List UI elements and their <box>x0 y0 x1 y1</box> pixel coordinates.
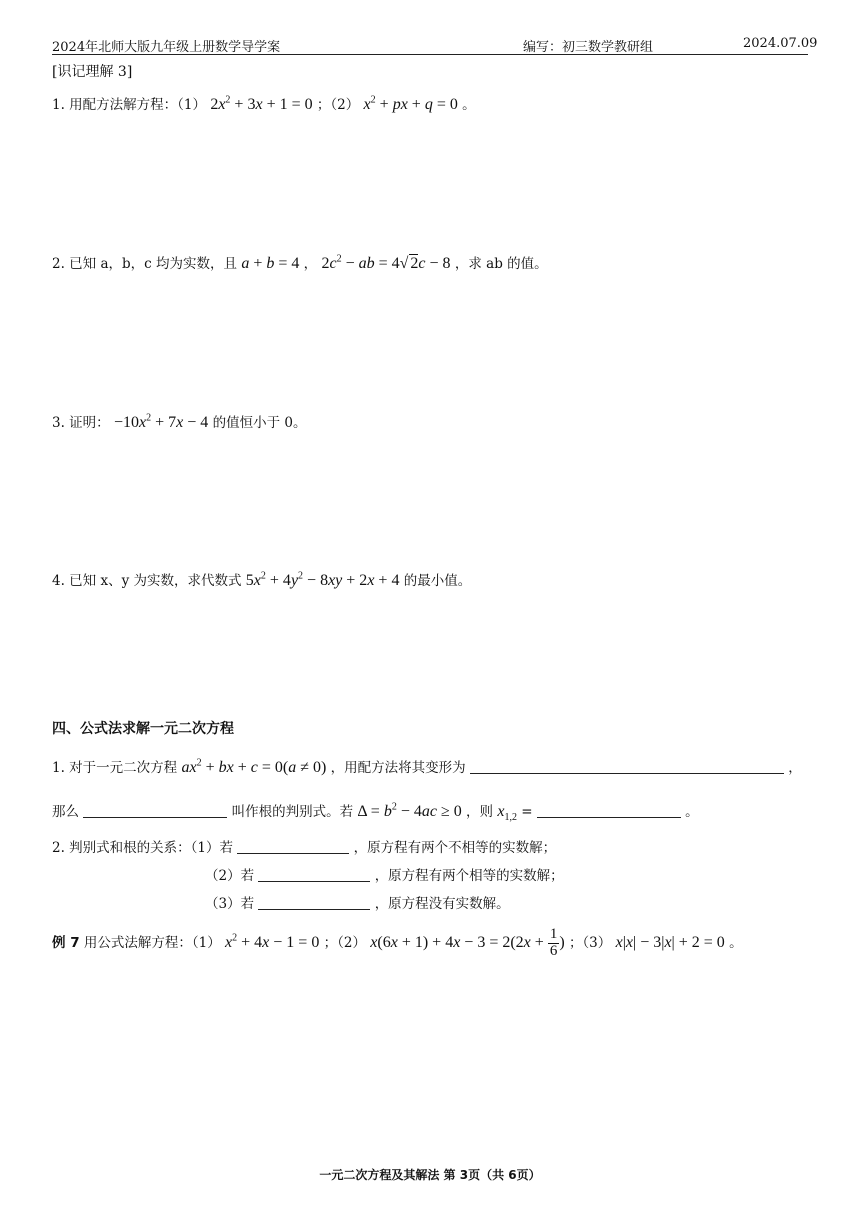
s4-question-1 <box>52 756 802 777</box>
answer-blank-roots[interactable] <box>537 803 681 818</box>
problem-1-mid: ；（2） <box>316 97 360 113</box>
equation-3: $-10x^2 + 7x - 4$ <box>113 412 209 431</box>
roots-symbol: $x_{1,2}$ <box>497 803 517 824</box>
s4-q2-3-end: ，原方程没有实数解。 <box>374 896 510 912</box>
header-middle: 编写：初三数学教研组 <box>523 40 654 55</box>
s4-q1b-prefix: 那么 <box>52 804 79 820</box>
s4-q2-1-end: ，原方程有两个不相等的实数解； <box>353 840 557 856</box>
problem-2-prefix: 2. 已知 a，b，c 均为实数，且 <box>52 256 238 272</box>
problem-3-end: 的值恒小于 0。 <box>212 415 307 431</box>
s4-q2-prefix: 2. 判别式和根的关系：（1）若 <box>52 840 234 856</box>
equation-7-1: $x^2 + 4x - 1 = 0$ <box>225 932 320 951</box>
problem-4-prefix: 4. 已知 x、y 为实数，求代数式 <box>52 573 242 589</box>
s4-q1-prefix: 1. 对于一元二次方程 <box>52 760 178 776</box>
s4-q1b-eq: = <box>521 804 533 820</box>
header-rule <box>52 54 808 55</box>
example-7-mid2: ；（3） <box>568 934 612 951</box>
answer-blank-case-2[interactable] <box>258 867 370 882</box>
problem-1 <box>52 93 476 114</box>
example-7 <box>52 927 743 960</box>
fraction-one-sixth: $\frac{1}{6}$ <box>549 926 558 959</box>
equation-7-2: x(6x + 1) + 4x − 3 = 2(2x + $\frac{1}{6}$ ) <box>370 926 565 959</box>
problem-4 <box>52 569 471 590</box>
example-7-mid1: ；（2） <box>323 934 366 951</box>
example-7-label: 例 7 <box>52 934 80 951</box>
answer-blank-discriminant[interactable] <box>83 803 227 818</box>
example-7-prefix: 用公式法解方程：（1） <box>83 934 221 951</box>
problem-2-mid: ， <box>303 256 318 272</box>
problem-1-prefix: 1. 用配方法解方程：（1） <box>52 97 207 113</box>
section-4-title: 四、公式法求解一元二次方程 <box>52 721 234 737</box>
s4-q1b-mid2: ，则 <box>466 804 494 820</box>
s4-q1b-end: 。 <box>685 804 699 820</box>
equation-discriminant: $\Delta = b^2 - 4ac \ge 0$ <box>357 801 462 820</box>
equation-7-3: x|x| − 3|x| + 2 = 0 <box>615 933 725 951</box>
equation-general: $ax^2$ + bx + c = 0(a ≠ 0) <box>181 757 327 776</box>
example-7-end: 。 <box>729 934 743 951</box>
answer-blank-completing-square[interactable] <box>470 759 784 774</box>
s4-q2-3-prefix: （3）若 <box>205 896 255 912</box>
s4-question-1b <box>52 800 699 823</box>
equation-4: $5x^2 + 4y^2 - 8xy + 2x + 4$ <box>245 570 400 589</box>
equation-2b: $2c^2$ − ab = 4√ 2c − 8 <box>321 253 451 272</box>
s4-question-2-case-2 <box>205 864 564 884</box>
header-date: 2024.07.09 <box>743 36 818 51</box>
problem-1-end: 。 <box>462 97 476 113</box>
header-left: 2024年北师大版九年级上册数学导学案 <box>52 40 281 55</box>
problem-2-end: ，求 ab 的值。 <box>454 256 548 272</box>
equation-1a: $2x^2 + 3x + 1 = 0$ <box>210 94 313 113</box>
s4-q2-2-end: ，原方程有两个相等的实数解； <box>374 868 564 884</box>
answer-blank-case-3[interactable] <box>258 895 370 910</box>
answer-blank-case-1[interactable] <box>237 839 349 854</box>
problem-2 <box>52 252 548 273</box>
s4-question-2 <box>52 836 556 856</box>
problem-3 <box>52 411 306 432</box>
s4-q1-mid: ，用配方法将其变形为 <box>330 760 466 776</box>
s4-question-2-case-3 <box>205 892 510 912</box>
page-footer: 一元二次方程及其解法 第 3页（共 6页） <box>319 1168 541 1182</box>
s4-q1-end: ， <box>788 760 802 776</box>
equation-1b: $x^2$ + px + q = 0 <box>363 94 458 113</box>
s4-q2-2-prefix: （2）若 <box>205 868 255 884</box>
problem-4-end: 的最小值。 <box>403 573 472 589</box>
section-tag: [识记理解 3] <box>52 64 133 80</box>
problem-3-prefix: 3. 证明： <box>52 415 110 431</box>
equation-2a: a + b = 4 <box>241 255 300 272</box>
s4-q1b-mid: 叫作根的判别式。若 <box>231 804 354 820</box>
